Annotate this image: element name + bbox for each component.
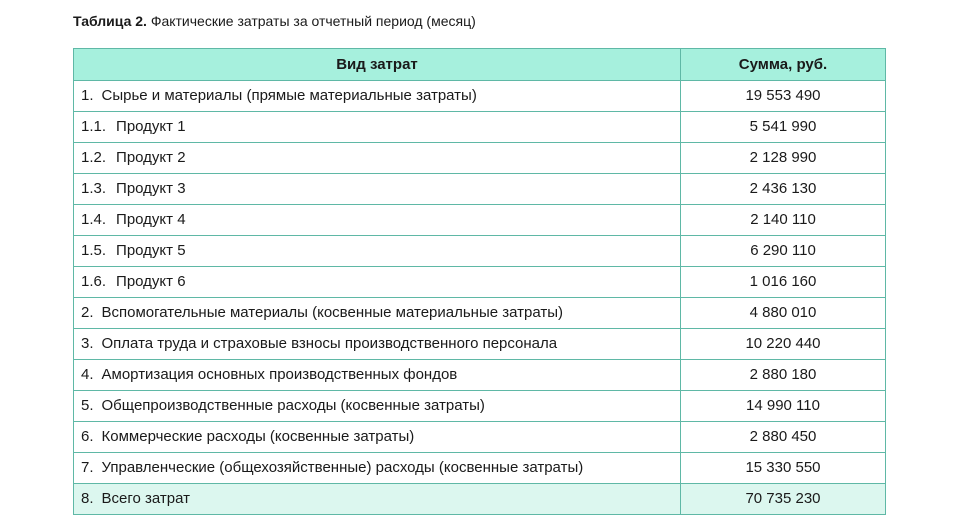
- caption-label: Таблица 2.: [73, 13, 147, 29]
- cost-name-cell: [74, 81, 681, 112]
- amount-cell: 2 436 130: [681, 174, 886, 205]
- cost-name: Общепроизводственные расходы (косвенные затраты): [101, 397, 485, 414]
- table-row: [74, 391, 886, 422]
- cost-name: Амортизация основных производственных фондов: [101, 366, 458, 383]
- cost-name-cell: [74, 391, 681, 422]
- row-number: 1.4.: [81, 211, 107, 228]
- cost-name: Продукт 6: [116, 273, 186, 290]
- cost-name-cell: [74, 112, 681, 143]
- table-row: [74, 298, 886, 329]
- amount-cell: 5 541 990: [681, 112, 886, 143]
- cost-name-cell: [74, 267, 681, 298]
- row-number: 1.2.: [81, 149, 107, 166]
- costs-table: [73, 48, 886, 515]
- cost-name-cell: [74, 453, 681, 484]
- amount-cell: 4 880 010: [681, 298, 886, 329]
- amount-cell: 15 330 550: [681, 453, 886, 484]
- table-row: [74, 81, 886, 112]
- table-row: [74, 453, 886, 484]
- row-number: 7.: [81, 459, 94, 476]
- cost-name: Продукт 3: [116, 180, 186, 197]
- cost-name: Коммерческие расходы (косвенные затраты): [101, 428, 415, 445]
- cost-name-cell: [74, 422, 681, 453]
- cost-name: Вспомогательные материалы (косвенные материальные затраты): [101, 304, 564, 321]
- total-row: [74, 484, 886, 515]
- caption-text: Фактические затраты за отчетный период (месяц): [150, 13, 476, 29]
- cost-name: Всего затрат: [101, 490, 190, 507]
- row-number: 4.: [81, 366, 94, 383]
- cost-name-cell: [74, 205, 681, 236]
- cost-name: Продукт 1: [116, 118, 186, 135]
- cost-name: Оплата труда и страховые взносы производственного персонала: [101, 335, 558, 352]
- amount-cell: 14 990 110: [681, 391, 886, 422]
- cost-name-cell: [74, 360, 681, 391]
- table-row: [74, 205, 886, 236]
- amount-cell: 1 016 160: [681, 267, 886, 298]
- amount-cell: 6 290 110: [681, 236, 886, 267]
- row-number: 5.: [81, 397, 94, 414]
- amount-cell: 2 880 180: [681, 360, 886, 391]
- column-header-cost-type: Вид затрат: [74, 49, 681, 81]
- row-number: 1.5.: [81, 242, 107, 259]
- cost-name: Продукт 5: [116, 242, 186, 259]
- cost-name-cell: [74, 174, 681, 205]
- row-number: 1.: [81, 87, 94, 104]
- table-row: [74, 360, 886, 391]
- cost-name-cell: [74, 143, 681, 174]
- row-number: 1.3.: [81, 180, 107, 197]
- total-amount-cell: 70 735 230: [681, 484, 886, 515]
- row-number: 1.6.: [81, 273, 107, 290]
- row-number: 2.: [81, 304, 94, 321]
- cost-name: Сырье и материалы (прямые материальные затраты): [101, 87, 477, 104]
- table-row: [74, 236, 886, 267]
- table-row: [74, 422, 886, 453]
- table-row: [74, 143, 886, 174]
- cost-name-cell: [74, 236, 681, 267]
- cost-name-cell: [74, 329, 681, 360]
- amount-cell: 19 553 490: [681, 81, 886, 112]
- cost-name-cell: [74, 298, 681, 329]
- row-number: 1.1.: [81, 118, 107, 135]
- amount-cell: 2 128 990: [681, 143, 886, 174]
- row-number: 3.: [81, 335, 94, 352]
- table-row: [74, 112, 886, 143]
- table-row: [74, 329, 886, 360]
- cost-name-cell: [74, 484, 681, 515]
- cost-name: Продукт 4: [116, 211, 186, 228]
- cost-name: Управленческие (общехозяйственные) расходы (косвенные затраты): [101, 459, 584, 476]
- column-header-amount: Сумма, руб.: [681, 49, 886, 81]
- row-number: 8.: [81, 490, 94, 507]
- table-caption: [73, 11, 476, 31]
- row-number: 6.: [81, 428, 94, 445]
- table-row: [74, 174, 886, 205]
- amount-cell: 2 140 110: [681, 205, 886, 236]
- cost-name: Продукт 2: [116, 149, 186, 166]
- table-row: [74, 267, 886, 298]
- amount-cell: 10 220 440: [681, 329, 886, 360]
- amount-cell: 2 880 450: [681, 422, 886, 453]
- table-header-row: [74, 49, 886, 81]
